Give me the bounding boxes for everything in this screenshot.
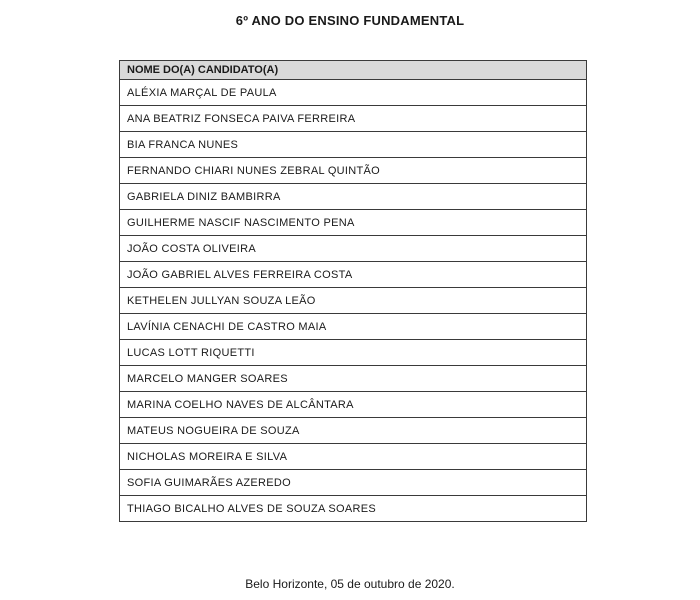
- candidate-name: FERNANDO CHIARI NUNES ZEBRAL QUINTÃO: [120, 158, 587, 184]
- candidate-name: LUCAS LOTT RIQUETTI: [120, 340, 587, 366]
- column-header-candidate-name: NOME DO(A) CANDIDATO(A): [120, 61, 587, 80]
- table-row: [120, 210, 587, 236]
- table-row: [120, 106, 587, 132]
- candidate-name: GUILHERME NASCIF NASCIMENTO PENA: [120, 210, 587, 236]
- table-row: [120, 184, 587, 210]
- table-row: [120, 132, 587, 158]
- table-row: [120, 236, 587, 262]
- candidate-name: ANA BEATRIZ FONSECA PAIVA FERREIRA: [120, 106, 587, 132]
- candidate-name: MATEUS NOGUEIRA DE SOUZA: [120, 418, 587, 444]
- candidate-name: ALÉXIA MARÇAL DE PAULA: [120, 80, 587, 106]
- table-row: [120, 418, 587, 444]
- candidate-name: MARINA COELHO NAVES DE ALCÂNTARA: [120, 392, 587, 418]
- candidates-table: [119, 60, 587, 522]
- place-date-line: Belo Horizonte, 05 de outubro de 2020.: [245, 577, 455, 591]
- candidate-name: KETHELEN JULLYAN SOUZA LEÃO: [120, 288, 587, 314]
- candidate-name: BIA FRANCA NUNES: [120, 132, 587, 158]
- table-row: [120, 366, 587, 392]
- table-row: [120, 496, 587, 522]
- candidate-name: JOÃO COSTA OLIVEIRA: [120, 236, 587, 262]
- table-row: [120, 80, 587, 106]
- candidate-name: JOÃO GABRIEL ALVES FERREIRA COSTA: [120, 262, 587, 288]
- table-row: [120, 392, 587, 418]
- table-header-row: [120, 61, 587, 80]
- table-row: [120, 158, 587, 184]
- page-title: 6º ANO DO ENSINO FUNDAMENTAL: [235, 13, 465, 28]
- candidate-name: LAVÍNIA CENACHI DE CASTRO MAIA: [120, 314, 587, 340]
- candidate-name: THIAGO BICALHO ALVES DE SOUZA SOARES: [120, 496, 587, 522]
- table-row: [120, 314, 587, 340]
- candidate-name: GABRIELA DINIZ BAMBIRRA: [120, 184, 587, 210]
- table-row: [120, 340, 587, 366]
- table-row: [120, 470, 587, 496]
- candidate-name: MARCELO MANGER SOARES: [120, 366, 587, 392]
- candidate-name: SOFIA GUIMARÃES AZEREDO: [120, 470, 587, 496]
- candidate-name: NICHOLAS MOREIRA E SILVA: [120, 444, 587, 470]
- table-row: [120, 288, 587, 314]
- table-row: [120, 444, 587, 470]
- table-row: [120, 262, 587, 288]
